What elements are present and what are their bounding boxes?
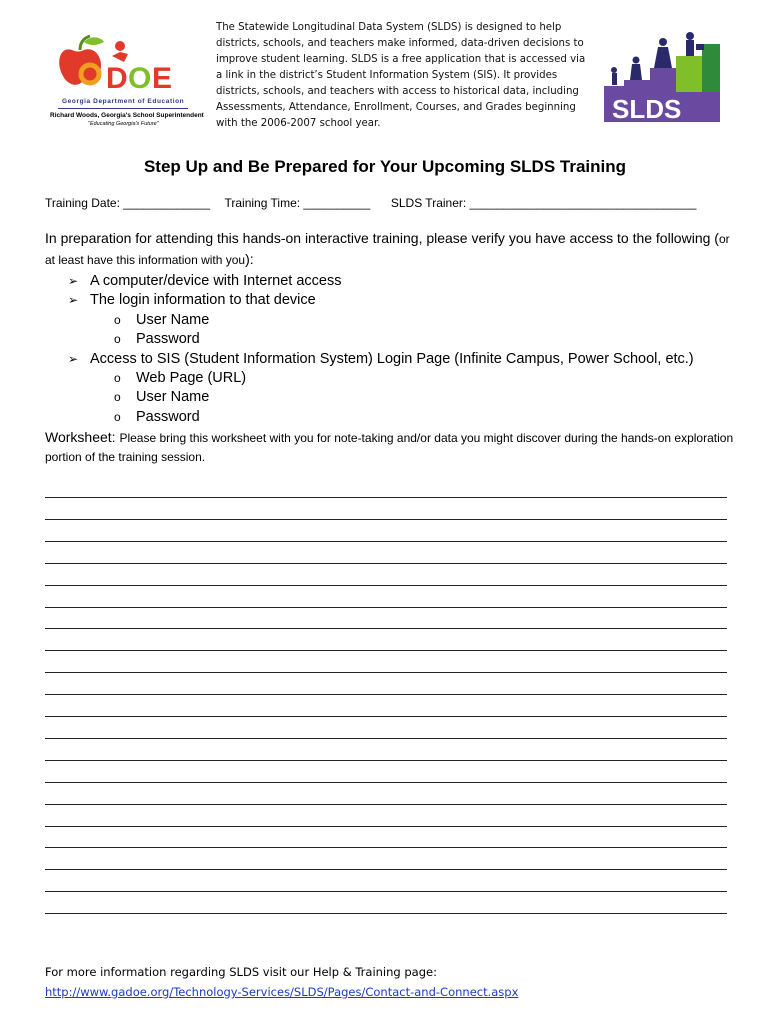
training-fields: [45, 196, 696, 210]
note-line[interactable]: [45, 760, 727, 761]
circle-bullet-icon: o: [114, 370, 121, 385]
arrow-bullet-icon: ➢: [68, 293, 79, 308]
arrow-bullet-icon: ➢: [68, 274, 79, 288]
checklist-item: [68, 350, 694, 369]
preparation-paragraph: [45, 228, 735, 270]
svg-text:D: D: [106, 62, 128, 95]
slds-intro-paragraph: The Statewide Longitudinal Data System (SLDS) is designed to help districts, schools, and teachers make informed, data-driven decisions to improve student learning. SLDS is a free application that is accessed via a link in the district’s Student Information System (SIS). It provides districts, schools, and teachers with access to historical data, including Assessments, Attendance, Enrollment, Courses, and Grades beginning with the 2006-2007 school year.: [216, 22, 586, 129]
note-line[interactable]: [45, 672, 727, 673]
gadoe-superintendent: Richard Woods, Georgia's School Superintendent: [50, 112, 204, 119]
checklist-item-text: A computer/device with Internet access: [90, 273, 342, 289]
gadoe-org-name: Georgia Department of Education: [62, 98, 185, 105]
note-line[interactable]: [45, 519, 727, 520]
footer: [45, 962, 518, 1002]
note-line[interactable]: [45, 585, 727, 586]
checklist-subitem: [68, 408, 694, 427]
help-training-link[interactable]: http://www.gadoe.org/Technology-Services/SLDS/Pages/Contact-and-Connect.aspx: [45, 985, 519, 999]
note-line[interactable]: [45, 782, 727, 783]
training-time-field[interactable]: Training Time: __________: [224, 196, 371, 210]
gadoe-tagline: "Educating Georgia's Future": [88, 121, 159, 127]
checklist-subitem: [68, 330, 694, 349]
checklist-item: [68, 272, 694, 291]
footer-text: For more information regarding SLDS visit our Help & Training page:: [45, 965, 437, 979]
page-title: Step Up and Be Prepared for Your Upcoming SLDS Training: [143, 157, 627, 176]
checklist-item: [68, 291, 694, 310]
gadoe-divider: [58, 108, 188, 109]
note-line[interactable]: [45, 891, 727, 892]
note-line[interactable]: [45, 650, 727, 651]
note-line[interactable]: [45, 541, 727, 542]
requirements-checklist: [68, 272, 694, 427]
svg-text:E: E: [152, 62, 173, 95]
worksheet-paragraph: [45, 428, 735, 466]
checklist-item-text: Password: [136, 408, 200, 425]
note-line[interactable]: [45, 913, 727, 914]
note-line[interactable]: [45, 563, 727, 564]
circle-bullet-icon: o: [114, 409, 121, 424]
checklist-subitem: [68, 388, 694, 407]
svg-text:O: O: [128, 62, 152, 95]
checklist-subitem: [68, 311, 694, 330]
note-line[interactable]: [45, 826, 727, 827]
circle-bullet-icon: o: [114, 390, 121, 405]
training-date-field[interactable]: Training Date: _____________: [45, 196, 211, 210]
note-line[interactable]: [45, 869, 727, 870]
circle-bullet-icon: o: [114, 332, 121, 347]
note-line[interactable]: [45, 804, 727, 805]
note-line[interactable]: [45, 694, 727, 695]
prep-small-text: or at least have this information with you: [45, 232, 730, 267]
gadoe-logo-graphic: [50, 32, 200, 98]
slds-logo: [600, 30, 722, 124]
checklist-subitem: [68, 369, 694, 388]
circle-bullet-icon: o: [114, 312, 121, 327]
checklist-item-text: The login information to that device: [90, 292, 316, 309]
worksheet-label: Worksheet:: [45, 429, 120, 445]
checklist-item-text: User Name: [136, 311, 210, 328]
checklist-item-text: User Name: [136, 389, 210, 406]
note-line[interactable]: [45, 497, 727, 498]
note-line[interactable]: [45, 738, 727, 739]
note-line[interactable]: [45, 847, 727, 848]
note-line[interactable]: [45, 716, 727, 717]
worksheet-text: Please bring this worksheet with you for note-taking and/or data you might discover during the hands-on exploration portion of the training session.: [45, 431, 734, 464]
slds-logo-text: SLDS: [612, 94, 682, 124]
checklist-item-text: Web Page (URL): [136, 369, 247, 386]
checklist-item-text: Access to SIS (Student Information System) Login Page (Infinite Campus, Power School, etc.): [90, 350, 694, 367]
prep-end-text: ):: [245, 251, 254, 267]
arrow-bullet-icon: ➢: [68, 351, 79, 366]
note-line[interactable]: [45, 607, 727, 608]
slds-logo-graphic: [600, 30, 722, 124]
note-line[interactable]: [45, 628, 727, 629]
slds-trainer-field[interactable]: SLDS Trainer: __________________________________: [390, 196, 697, 210]
gadoe-logo: [50, 32, 204, 132]
checklist-item-text: Password: [136, 331, 200, 348]
prep-main-text: In preparation for attending this hands-on interactive training, please verify you have access to the following (: [45, 230, 719, 246]
